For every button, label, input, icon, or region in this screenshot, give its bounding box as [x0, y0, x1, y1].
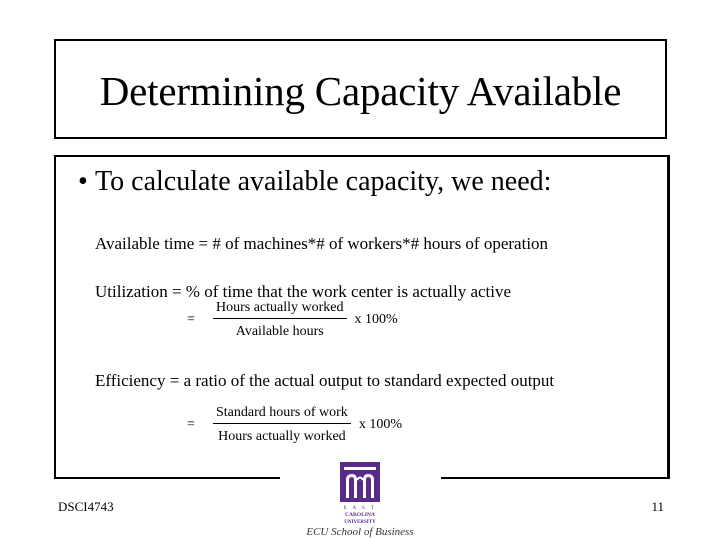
course-code: DSCI4743	[58, 499, 114, 514]
equals-sign: =	[187, 312, 195, 327]
fraction-numerator: Hours actually worked	[213, 300, 347, 319]
available-time-definition: Available time = # of machines*# of workers*# hours of operation	[95, 234, 549, 253]
fraction-denominator: Available hours	[235, 324, 324, 339]
content-box-bottom-border-left	[54, 477, 280, 479]
title-box	[54, 39, 667, 139]
utilization-formula	[187, 300, 398, 340]
fraction-numerator: Standard hours of work	[213, 405, 351, 424]
equals-sign: =	[187, 417, 195, 432]
efficiency-formula	[187, 405, 402, 445]
utilization-fraction	[213, 300, 347, 340]
bullet-icon: •	[78, 166, 88, 197]
bullet-item	[78, 166, 551, 198]
multiplier: x 100%	[358, 417, 402, 432]
svg-text:CAROLINA: CAROLINA	[345, 512, 375, 518]
bullet-text: To calculate available capacity, we need:	[95, 166, 552, 197]
fraction-denominator: Hours actually worked	[218, 429, 346, 444]
efficiency-definition: Efficiency = a ratio of the actual output to standard expected output	[95, 371, 555, 390]
ecu-arch-logo-icon	[335, 461, 385, 525]
svg-text:UNIVERSITY: UNIVERSITY	[344, 520, 376, 525]
slide-title: Determining Capacity Available	[99, 68, 622, 114]
page-number: 11	[651, 499, 664, 514]
multiplier: x 100%	[354, 312, 398, 327]
svg-text:E A S T: E A S T	[343, 506, 377, 511]
logo-caption: ECU School of Business	[306, 526, 414, 538]
utilization-definition: Utilization = % of time that the work center is actually active	[95, 282, 512, 301]
efficiency-fraction	[213, 405, 351, 445]
content-box-bottom-border-right	[441, 477, 668, 479]
